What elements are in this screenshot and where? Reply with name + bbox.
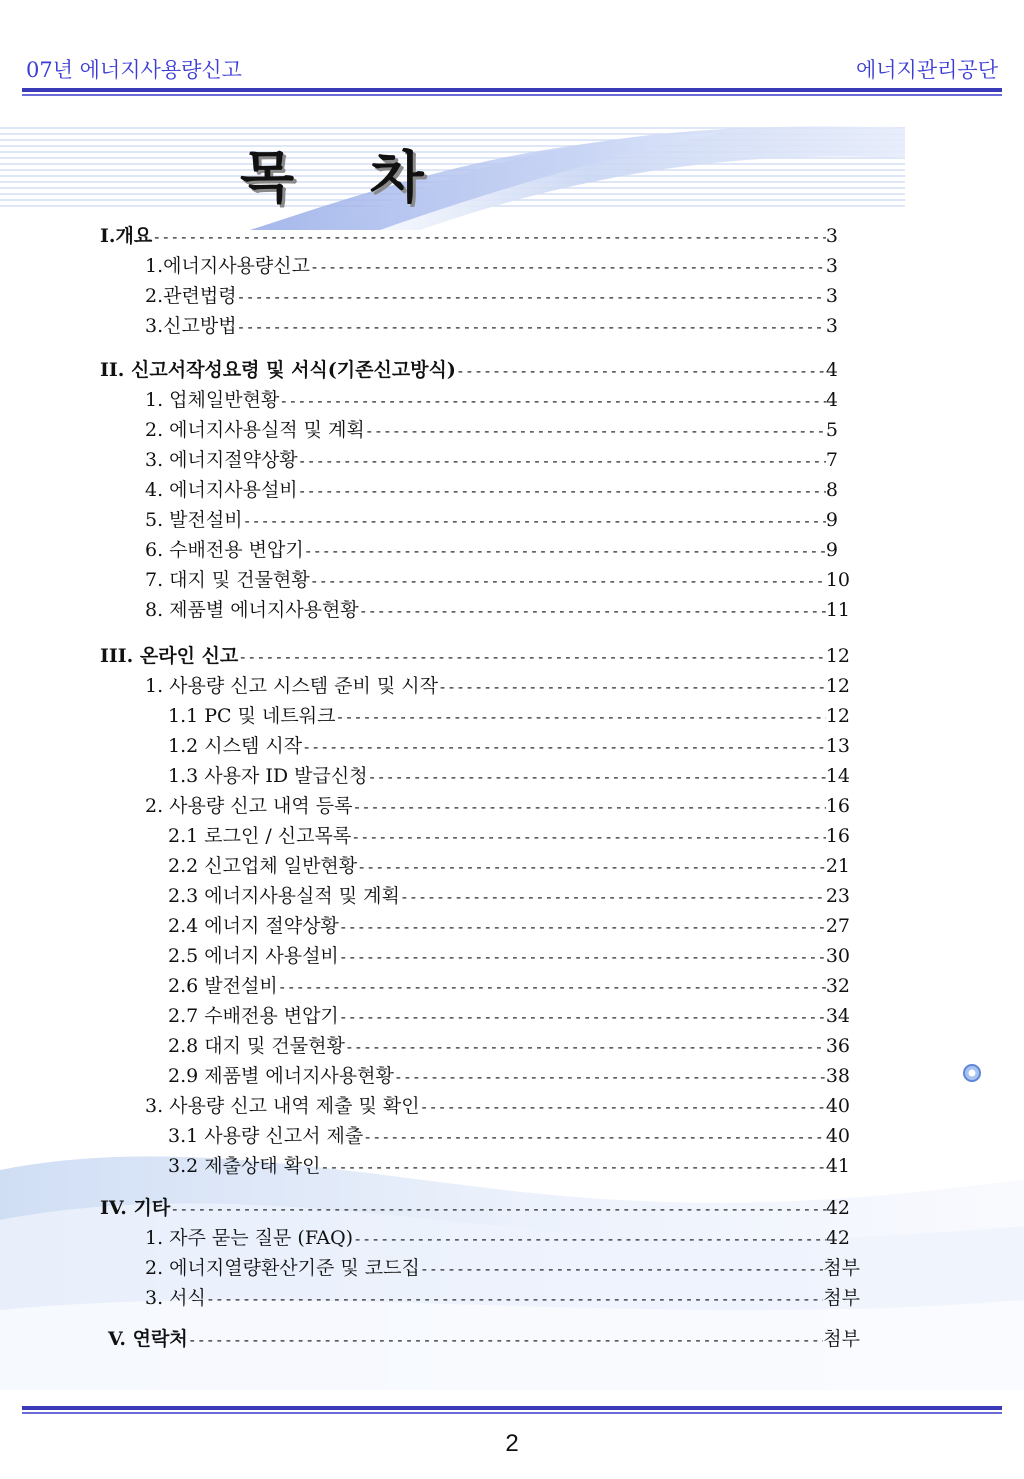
toc-leader-dashes <box>335 702 825 732</box>
toc-leader-dashes <box>237 312 826 342</box>
toc-entry-row[interactable] <box>145 311 838 341</box>
header-left-title: 07년 에너지사용량신고 <box>26 58 242 82</box>
toc-entry-label: IV. 기타 <box>100 1197 171 1219</box>
toc-entry-label: 2.7 수배전용 변압기 <box>168 1005 339 1027</box>
toc-page-number: 40 <box>825 1095 850 1117</box>
toc-entry-label: 1.에너지사용량신고 <box>145 255 310 277</box>
page-number: 2 <box>505 1430 519 1457</box>
toc-page-number: 12 <box>825 705 850 727</box>
toc-entry-row[interactable] <box>145 791 850 821</box>
toc-entry-row[interactable] <box>145 595 850 625</box>
toc-leader-dashes <box>237 282 826 312</box>
toc-leader-dashes <box>170 1194 826 1224</box>
toc-leader-dashes <box>420 1254 823 1284</box>
toc-entry-label: 2. 에너지사용실적 및 계획 <box>145 419 365 441</box>
toc-entry-label: 2. 에너지열량환산기준 및 코드집 <box>145 1257 420 1279</box>
toc-entry-label: 2.2 신고업체 일반현황 <box>168 855 358 877</box>
toc-entry-label: 2.3 에너지사용실적 및 계획 <box>168 885 400 907</box>
toc-entry-label: 2.5 에너지 사용설비 <box>168 945 339 967</box>
toc-entry-row[interactable] <box>168 881 850 911</box>
toc-leader-dashes <box>339 912 826 942</box>
toc-section-row[interactable] <box>100 355 838 385</box>
toc-page-number: 7 <box>825 449 838 471</box>
toc-leader-dashes <box>359 596 826 626</box>
toc-page-number: 10 <box>825 569 850 591</box>
toc-entry-label: 1. 업체일반현황 <box>145 389 280 411</box>
toc-leader-dashes <box>243 506 826 536</box>
toc-leader-dashes <box>238 642 826 672</box>
toc-entry-label: 3.2 제출상태 확인 <box>168 1155 321 1177</box>
toc-leader-dashes <box>357 852 826 882</box>
toc-entry-label: 8. 제품별 에너지사용현황 <box>145 599 359 621</box>
toc-entry-row[interactable] <box>145 475 838 505</box>
toc-page-number: 4 <box>825 389 838 411</box>
toc-entry-row[interactable] <box>168 851 850 881</box>
toc-entry-label: 5. 발전설비 <box>145 509 243 531</box>
toc-entry-row[interactable] <box>145 1091 850 1121</box>
header-right-org: 에너지관리공단 <box>855 58 998 82</box>
toc-entry-row[interactable] <box>145 415 838 445</box>
toc-leader-dashes <box>353 1224 826 1254</box>
toc-entry-row[interactable] <box>168 1031 850 1061</box>
toc-entry-row[interactable] <box>168 911 850 941</box>
toc-leader-dashes <box>456 356 826 386</box>
toc-entry-row[interactable] <box>168 1121 850 1151</box>
toc-page-number: 32 <box>825 975 850 997</box>
toc-page-number: 36 <box>825 1035 850 1057</box>
toc-entry-label: 1. 자주 묻는 질문 (FAQ) <box>145 1227 354 1249</box>
ring-ornament-icon <box>962 1063 982 1083</box>
toc-page-number: 14 <box>825 765 850 787</box>
toc-leader-dashes <box>206 1284 823 1314</box>
toc-entry-label: 1. 사용량 신고 시스템 준비 및 시작 <box>145 675 438 697</box>
toc-entry-row[interactable] <box>168 941 850 971</box>
toc-entry-label: 1.2 시스템 시작 <box>168 735 303 757</box>
toc-leader-dashes <box>352 792 825 822</box>
toc-entry-row[interactable] <box>168 1061 850 1091</box>
toc-entry-label: 2.4 에너지 절약상황 <box>168 915 339 937</box>
toc-entry-row[interactable] <box>145 445 838 475</box>
toc-leader-dashes <box>420 1092 826 1122</box>
footer-divider <box>22 1406 1002 1414</box>
toc-leader-dashes <box>298 446 826 476</box>
toc-entry-row[interactable] <box>168 971 850 1001</box>
toc-entry-label: 2.1 로그인 / 신고목록 <box>168 825 352 847</box>
toc-entry-label: 2.8 대지 및 건물현황 <box>168 1035 345 1057</box>
toc-entry-row[interactable] <box>145 1253 860 1283</box>
toc-entry-label: III. 온라인 신고 <box>100 645 239 667</box>
toc-page-number: 30 <box>825 945 850 967</box>
toc-leader-dashes <box>188 1325 824 1355</box>
toc-page-number: 첨부 <box>823 1328 860 1350</box>
toc-entry-row[interactable] <box>145 565 850 595</box>
toc-entry-row[interactable] <box>145 251 838 281</box>
toc-entry-label: V. 연락처 <box>108 1328 188 1350</box>
toc-leader-dashes <box>302 732 826 762</box>
toc-leader-dashes <box>438 672 826 702</box>
toc-leader-dashes <box>298 476 826 506</box>
toc-page-number: 3 <box>825 225 838 247</box>
toc-entry-row[interactable] <box>145 535 838 565</box>
toc-page-number: 9 <box>825 539 838 561</box>
page-title: 목 차 <box>240 146 452 211</box>
toc-page-number: 23 <box>825 885 850 907</box>
toc-page-number: 21 <box>825 855 850 877</box>
toc-entry-label: 3.신고방법 <box>145 315 237 337</box>
toc-entry-label: 6. 수배전용 변압기 <box>145 539 304 561</box>
toc-entry-row[interactable] <box>168 701 850 731</box>
toc-leader-dashes <box>363 1122 826 1152</box>
toc-leader-dashes <box>394 1062 826 1092</box>
toc-page-number: 11 <box>825 599 850 621</box>
toc-entry-label: 3. 사용량 신고 내역 제출 및 확인 <box>145 1095 420 1117</box>
toc-page-number: 38 <box>825 1065 850 1087</box>
toc-entry-label: 3. 에너지절약상황 <box>145 449 298 471</box>
toc-leader-dashes <box>304 536 826 566</box>
toc-page-number: 40 <box>825 1125 850 1147</box>
toc-page-number: 3 <box>825 315 838 337</box>
toc-entry-label: 2.6 발전설비 <box>168 975 278 997</box>
toc-leader-dashes <box>365 416 826 446</box>
toc-entry-label: 2. 사용량 신고 내역 등록 <box>145 795 353 817</box>
toc-entry-row[interactable] <box>145 671 850 701</box>
toc-entry-label: 3. 서식 <box>145 1287 206 1309</box>
toc-section-row[interactable] <box>100 641 850 671</box>
toc-entry-row[interactable] <box>145 385 838 415</box>
toc-leader-dashes <box>310 252 826 282</box>
toc-page-number: 3 <box>825 285 838 307</box>
toc-entry-row[interactable] <box>168 1001 850 1031</box>
toc-page-number: 12 <box>825 675 850 697</box>
toc-entry-label: II. 신고서작성요령 및 서식(기존신고방식) <box>100 359 456 381</box>
toc-section-row[interactable] <box>100 221 838 251</box>
toc-page-number: 5 <box>825 419 838 441</box>
toc-leader-dashes <box>278 972 826 1002</box>
toc-page-number: 12 <box>825 645 850 667</box>
toc-entry-row[interactable] <box>145 281 838 311</box>
toc-page-number: 9 <box>825 509 838 531</box>
toc-leader-dashes <box>368 762 826 792</box>
toc-entry-label: 1.1 PC 및 네트워크 <box>168 705 336 727</box>
toc-page-number: 16 <box>825 795 850 817</box>
header-divider <box>22 88 1002 96</box>
toc-section-row[interactable] <box>108 1324 860 1354</box>
toc-entry-row[interactable] <box>168 1151 850 1181</box>
toc-entry-row[interactable] <box>145 505 838 535</box>
toc-entry-label: 7. 대지 및 건물현황 <box>145 569 310 591</box>
toc-leader-dashes <box>279 386 826 416</box>
toc-entry-label: I.개요 <box>100 225 153 247</box>
toc-page-number: 3 <box>825 255 838 277</box>
toc-entry-label: 2.관련법령 <box>145 285 237 307</box>
toc-leader-dashes <box>351 822 826 852</box>
toc-entry-row[interactable] <box>168 731 850 761</box>
toc-section-row[interactable] <box>100 1193 850 1223</box>
toc-page-number: 34 <box>825 1005 850 1027</box>
toc-page-number: 4 <box>825 359 838 381</box>
toc-entry-label: 1.3 사용자 ID 발급신청 <box>168 765 368 787</box>
toc-page-number: 첨부 <box>823 1287 860 1309</box>
toc-page-number: 16 <box>825 825 850 847</box>
toc-leader-dashes <box>310 566 826 596</box>
toc-entry-row[interactable] <box>145 1223 850 1253</box>
toc-page-number: 첨부 <box>823 1257 860 1279</box>
toc-leader-dashes <box>339 1002 826 1032</box>
toc-page-number: 42 <box>825 1227 850 1249</box>
toc-leader-dashes <box>152 222 826 252</box>
title-banner-decoration <box>0 118 1024 230</box>
toc-entry-label: 2.9 제품별 에너지사용현황 <box>168 1065 394 1087</box>
toc-leader-dashes <box>345 1032 826 1062</box>
toc-entry-row[interactable] <box>168 821 850 851</box>
toc-leader-dashes <box>320 1152 825 1182</box>
toc-entry-row[interactable] <box>168 761 850 791</box>
toc-page-number: 13 <box>825 735 850 757</box>
toc-page-number: 41 <box>825 1155 850 1177</box>
toc-entry-label: 4. 에너지사용설비 <box>145 479 298 501</box>
toc-leader-dashes <box>400 882 826 912</box>
toc-page-number: 27 <box>825 915 850 937</box>
toc-entry-label: 3.1 사용량 신고서 제출 <box>168 1125 364 1147</box>
toc-leader-dashes <box>339 942 826 972</box>
toc-page-number: 8 <box>825 479 838 501</box>
toc-entry-row[interactable] <box>145 1283 860 1313</box>
toc-page-number: 42 <box>825 1197 850 1219</box>
